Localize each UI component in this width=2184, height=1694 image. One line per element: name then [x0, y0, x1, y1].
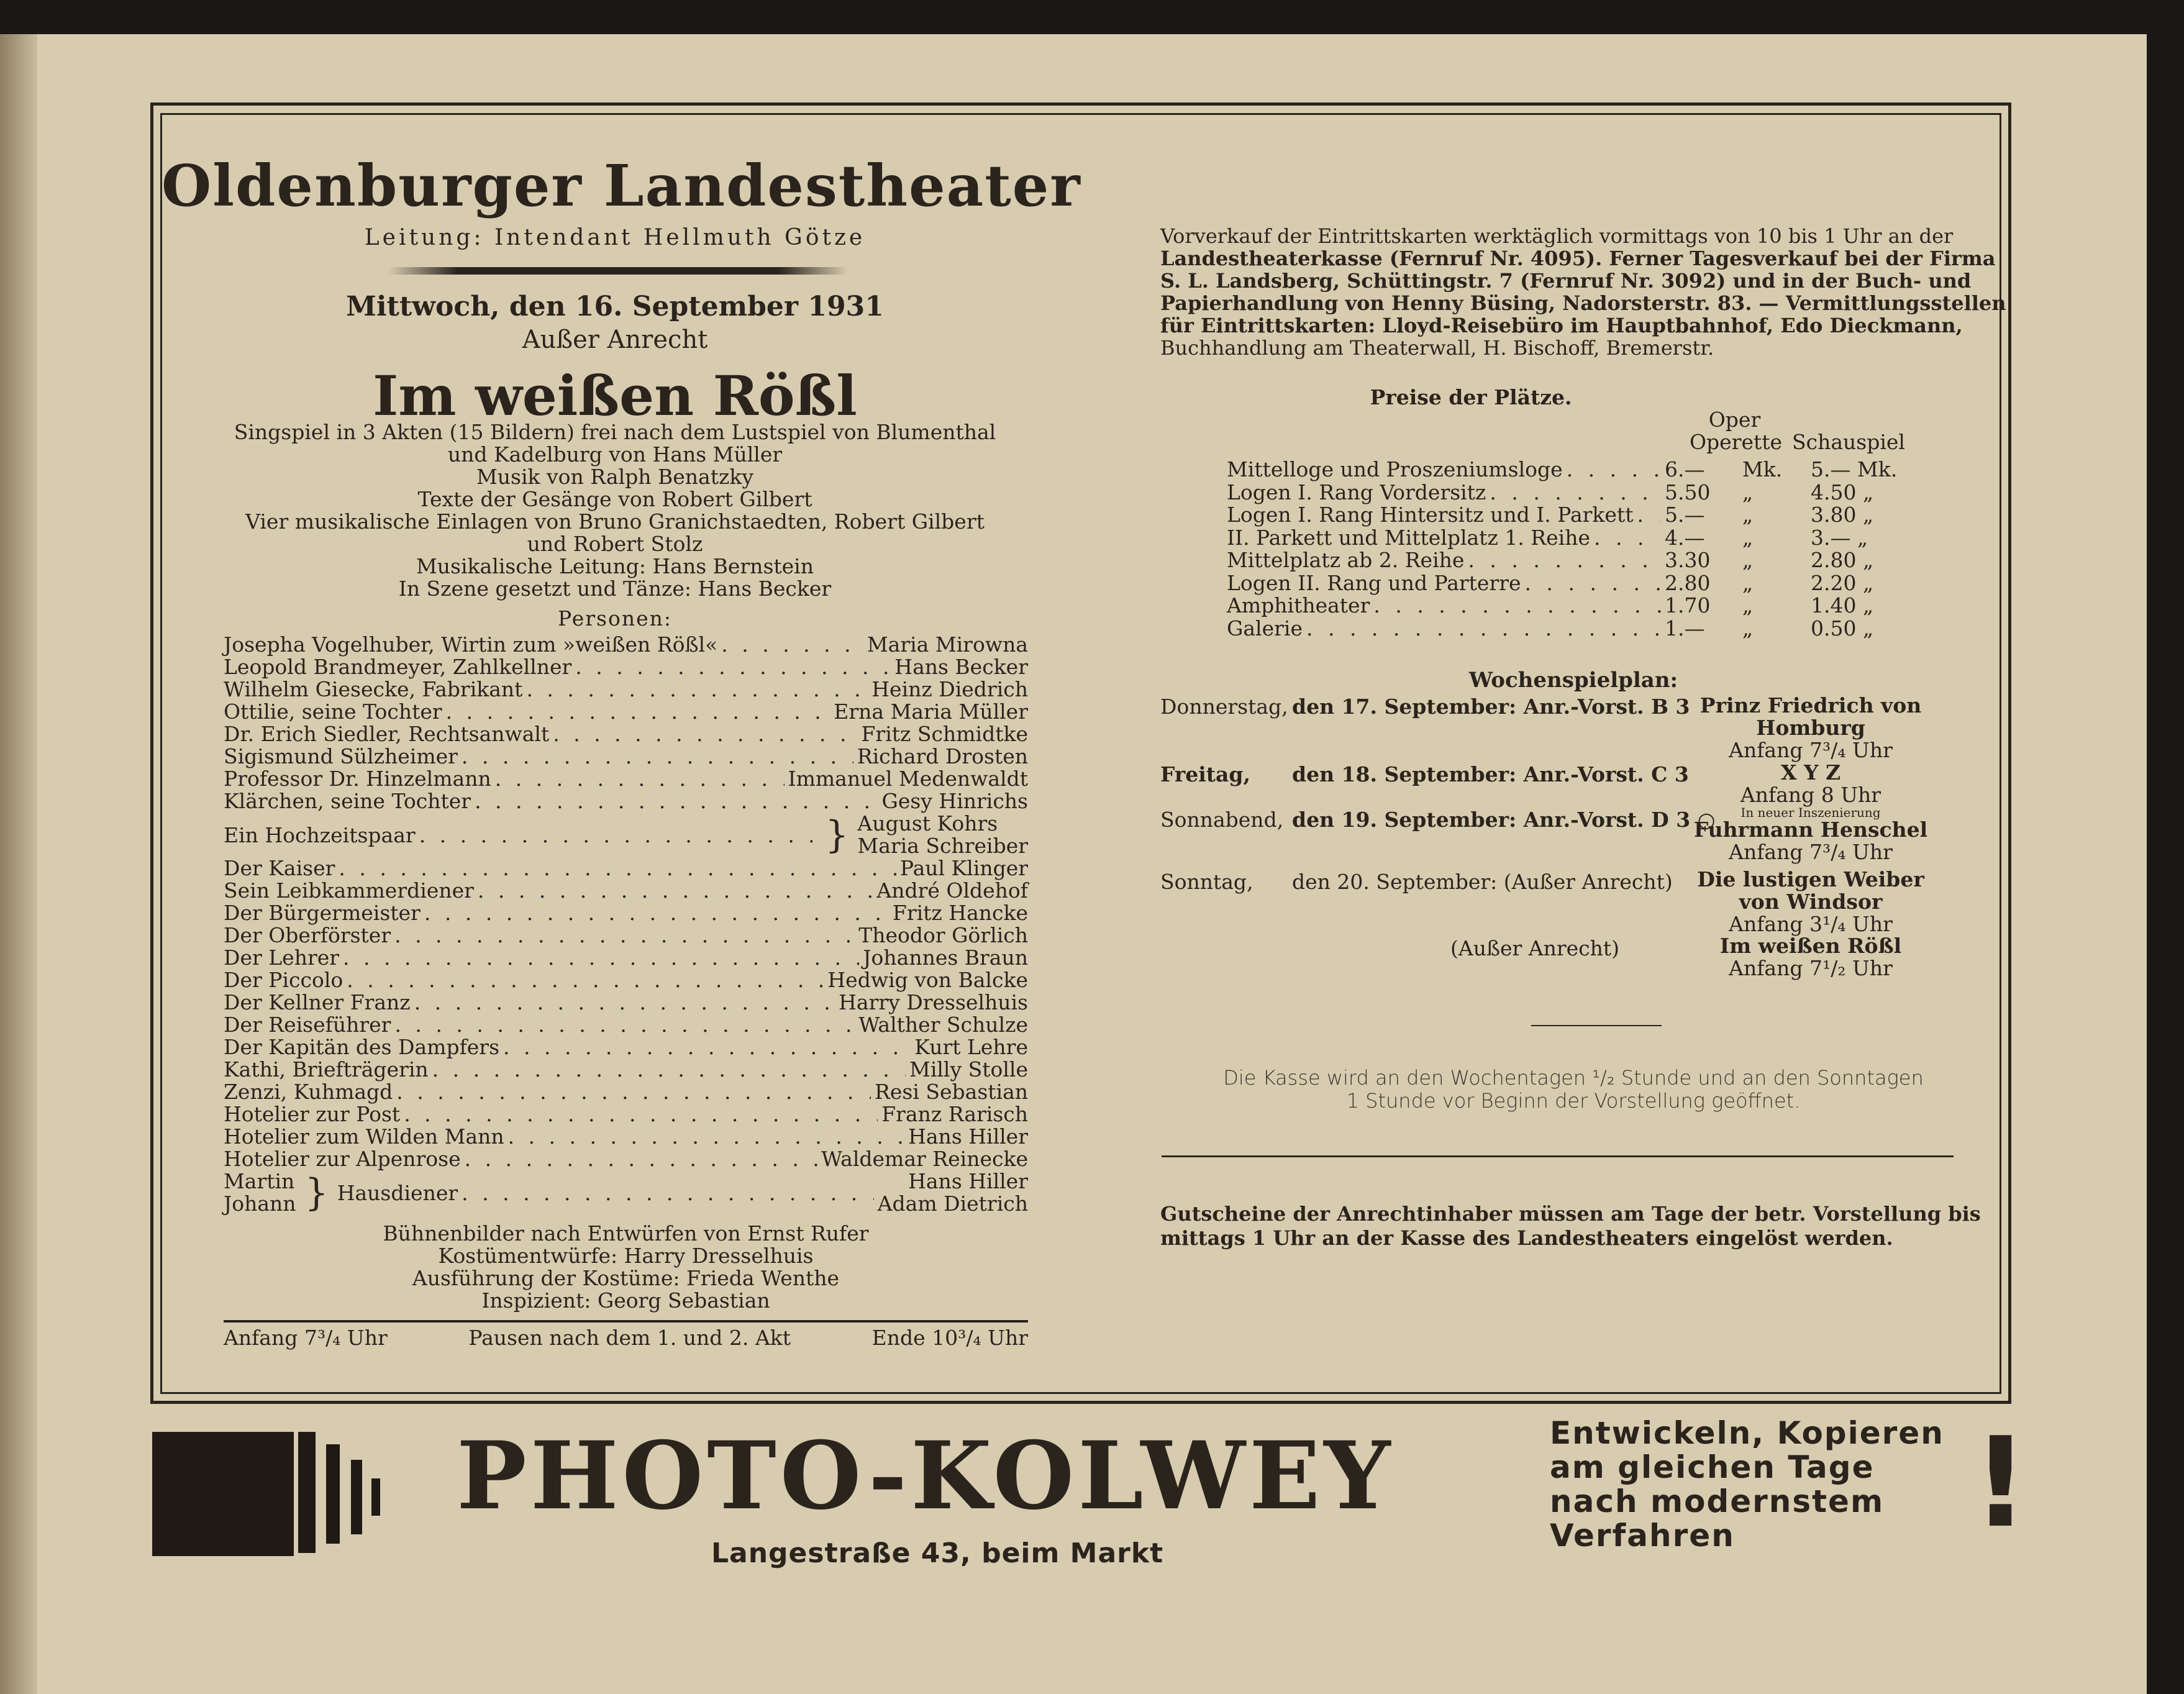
opera-price: 4.— — [1665, 525, 1705, 550]
cast-row — [224, 924, 1028, 947]
price-row — [1227, 458, 1904, 481]
cast-row — [224, 902, 1028, 924]
schedule-play — [1677, 694, 1944, 762]
cast-row — [224, 678, 1028, 701]
cast-row — [224, 1059, 1028, 1081]
staging-note: In neuer Inszenierung — [1740, 805, 1881, 820]
currency-mark: „ — [1742, 570, 1754, 595]
credit-line: Kostümentwürfe: Harry Dresselhuis — [438, 1244, 814, 1268]
cast-actor: Gesy Hinrichs — [881, 789, 1028, 813]
seat-category: Mittelloge und Proszeniumsloge — [1227, 457, 1563, 481]
schedule-date: den 18. September: Anr.-Vorst. C 3 — [1292, 762, 1689, 786]
leader-dots — [465, 1148, 817, 1170]
info-line: S. L. Landsberg, Schüttingstr. 7 (Fernruf Nr. 3092) und in der Buch- und — [1160, 269, 1972, 293]
cast-actor: Maria Mirowna — [867, 632, 1028, 657]
seat-category: Amphitheater — [1227, 593, 1370, 617]
schedule-day: Sonnabend, — [1160, 808, 1284, 832]
cast-role: Der Piccolo — [224, 968, 344, 992]
cast-row — [224, 634, 1028, 656]
voucher-notice — [1160, 1202, 1986, 1250]
cast-role: Leopold Brandmeyer, Zahlkellner — [224, 655, 572, 679]
brace-glyph: } — [825, 813, 849, 857]
schedule-play — [1677, 935, 1944, 980]
cast-actor: Waldemar Reinecke — [821, 1147, 1028, 1171]
play-time: Anfang 7³/₄ Uhr — [1729, 840, 1893, 864]
logo-bar — [351, 1460, 362, 1534]
leader-dots — [404, 1103, 878, 1126]
currency-mark: Mk. — [1742, 457, 1783, 481]
cast-role: Hotelier zur Alpenrose — [224, 1147, 461, 1171]
play-price: 3.— „ — [1811, 525, 1868, 550]
cast-role: Klärchen, seine Tochter — [224, 789, 471, 813]
slogan-line: Verfahren — [1550, 1518, 1735, 1554]
credit-line: und Robert Stolz — [527, 532, 703, 556]
schedule-date: den 17. September: Anr.-Vorst. B 3 — [1292, 694, 1690, 719]
info-line: Die Kasse wird an den Wochentagen ¹/₂ Stunde und an den Sonntagen — [1223, 1066, 1924, 1090]
leader-dots — [343, 947, 859, 969]
credit-line: Musik von Ralph Benatzky — [476, 465, 753, 489]
leader-dots — [394, 1014, 855, 1036]
cast-role: Der Kellner Franz — [224, 990, 411, 1014]
page-binding-edge — [0, 34, 37, 1694]
schedule-play — [1677, 762, 1944, 806]
opera-price: 1.— — [1665, 616, 1705, 640]
schedule-date: den 20. September: (Außer Anrecht) — [1292, 870, 1673, 894]
currency-mark: „ — [1742, 548, 1754, 572]
cast-role: Kathi, Briefträgerin — [224, 1057, 429, 1082]
seat-category: Logen II. Rang und Parterre — [1227, 570, 1521, 595]
currency-mark: „ — [1742, 503, 1754, 527]
anrecht-status: Außer Anrecht — [522, 326, 708, 354]
logo-bar — [371, 1478, 380, 1516]
slogan-line: am gleichen Tage — [1550, 1449, 1875, 1485]
leader-dots — [424, 902, 889, 924]
cast-row — [224, 656, 1028, 678]
schedule-date: (Außer Anrecht) — [1450, 936, 1620, 960]
cast-actor: Harry Dresselhuis — [839, 990, 1028, 1014]
leitung-line: Leitung: Intendant Hellmuth Götze — [364, 225, 866, 250]
play-price: 0.50 „ — [1811, 616, 1874, 640]
cast-actor: Johannes Braun — [863, 945, 1028, 970]
cast-role: Josepha Vogelhuber, Wirtin zum »weißen Rößl« — [224, 632, 718, 657]
currency-mark: „ — [1742, 616, 1754, 640]
cast-row — [224, 701, 1028, 723]
credit-line: Vier musikalische Einlagen von Bruno Granichstaedten, Robert Gilbert — [245, 509, 985, 534]
leader-dots — [553, 723, 857, 745]
cast-role: Der Kapitän des Dampfers — [224, 1035, 500, 1059]
leader-dots — [339, 857, 896, 880]
opera-price: 1.70 — [1665, 593, 1711, 617]
leader-dots — [446, 701, 830, 723]
photo-shop-name: PHOTO-KOLWEY — [457, 1421, 1395, 1531]
cast-actor: Richard Drosten — [857, 744, 1028, 768]
design-credits — [224, 1223, 1028, 1312]
cast-row — [224, 1014, 1028, 1036]
cast-role: Ottilie, seine Tochter — [224, 699, 442, 724]
cast-role: Der Lehrer — [224, 945, 340, 970]
cast-role: Der Reiseführer — [224, 1013, 391, 1037]
schedule-date: den 19. September: Anr.-Vorst. D 3 ○ — [1292, 808, 1716, 832]
currency-mark: „ — [1742, 525, 1754, 550]
leader-dots — [1637, 504, 1661, 527]
leader-dots — [462, 745, 853, 768]
price-row — [1227, 549, 1904, 572]
play-price: 3.80 „ — [1811, 503, 1874, 527]
cast-row — [224, 857, 1028, 880]
start-time: Anfang 7³/₄ Uhr — [224, 1326, 388, 1350]
credit-line: In Szene gesetzt und Tänze: Hans Becker — [398, 576, 832, 601]
play-time: Anfang 3¹/₄ Uhr — [1729, 912, 1893, 936]
info-line: Papierhandlung von Henny Büsing, Nadorsterstr. 83. — Vermittlungsstellen — [1160, 291, 2006, 315]
info-line: Buchhandlung am Theaterwall, H. Bischoff, Bremerstr. — [1160, 336, 1714, 360]
cast-row — [224, 1103, 1028, 1126]
credit-line: Bühnenbilder nach Entwürfen von Ernst Rufer — [383, 1221, 869, 1245]
info-line: für Eintrittskarten: Lloyd-Reisebüro im Hauptbahnhof, Edo Dieckmann, — [1160, 314, 1963, 337]
cast-role: Der Oberförster — [224, 923, 391, 947]
cast-role: Professor Dr. Hinzelmann — [224, 767, 491, 791]
personen-heading: Personen: — [558, 606, 672, 631]
currency-mark: „ — [1742, 593, 1754, 617]
advance-sale-info — [1160, 224, 2006, 360]
leader-dots — [478, 880, 873, 902]
credit-line: Ausführung der Kostüme: Frieda Wenthe — [412, 1266, 840, 1290]
box-office-hours — [1160, 1067, 1986, 1113]
cast-row — [224, 1081, 1028, 1103]
price-row — [1227, 594, 1904, 617]
credit-line: Singspiel in 3 Akten (15 Bildern) frei nach dem Lustspiel von Blumenthal — [234, 420, 996, 444]
price-row — [1227, 527, 1904, 550]
opera-price: 5.— — [1665, 503, 1705, 527]
cast-row — [224, 1126, 1028, 1148]
title-divider — [388, 267, 848, 275]
play-price: 2.20 „ — [1811, 570, 1874, 595]
leader-dots — [503, 1036, 911, 1059]
cast-row-hausdiener — [224, 1170, 1028, 1215]
info-line: mittags 1 Uhr an der Kasse des Landestheaters eingelöst werden. — [1160, 1226, 1893, 1250]
credit-line: Musikalische Leitung: Hans Bernstein — [416, 554, 814, 578]
play-price: 1.40 „ — [1811, 593, 1874, 617]
price-row — [1227, 481, 1904, 504]
cast-row — [224, 947, 1028, 969]
leader-dots — [419, 823, 813, 847]
leader-dots — [462, 1181, 874, 1205]
leader-dots — [1525, 572, 1661, 595]
leader-dots — [721, 634, 863, 656]
intermission-note: Pausen nach dem 1. und 2. Akt — [468, 1326, 791, 1350]
opera-price: 3.30 — [1665, 548, 1711, 572]
leader-dots — [347, 969, 824, 991]
info-line: 1 Stunde vor Beginn der Vorstellung geöffnet. — [1346, 1089, 1801, 1113]
photo-logo-bars — [298, 1432, 398, 1553]
cast-row — [224, 969, 1028, 991]
play-name: Im weißen Rößl — [1719, 934, 1902, 958]
opera-price: 6.— — [1665, 457, 1705, 481]
price-column-schauspiel: Schauspiel — [1792, 430, 1905, 454]
seat-category: II. Parkett und Mittelplatz 1. Reihe — [1227, 525, 1591, 550]
cast-role: Der Bürgermeister — [224, 901, 421, 925]
cast-role-pair — [224, 1170, 296, 1215]
credit-line: und Kadelburg von Hans Müller — [447, 442, 783, 467]
leader-dots — [394, 924, 855, 947]
leader-dots — [526, 678, 868, 701]
cast-role: Ein Hochzeitspaar — [224, 822, 416, 847]
play-title: Im weißen Rößl — [373, 363, 857, 428]
play-name: Die lustigen Weiber — [1697, 867, 1924, 891]
play-name: Homburg — [1756, 716, 1865, 740]
cast-list — [224, 634, 1028, 1215]
leader-dots — [1306, 617, 1661, 640]
cast-actor: Franz Rarisch — [881, 1102, 1028, 1126]
leader-dots — [1490, 481, 1661, 504]
slogan-line: nach modernstem — [1550, 1483, 1885, 1519]
seat-category: Galerie — [1227, 616, 1303, 640]
seat-category: Logen I. Rang Hintersitz und I. Parkett — [1227, 503, 1634, 527]
section-divider — [1162, 1155, 1954, 1157]
play-name: Prinz Friedrich von — [1699, 693, 1922, 717]
play-price: 2.80 „ — [1811, 548, 1874, 572]
play-price: 5.— Mk. — [1811, 457, 1898, 481]
cast-role: Hotelier zur Post — [224, 1102, 401, 1126]
cast-role: Johann — [224, 1191, 296, 1216]
cast-role: Sigismund Sülzheimer — [224, 744, 458, 768]
cast-actor: Walther Schulze — [858, 1013, 1028, 1037]
photo-shop-address: Langestraße 43, beim Markt — [711, 1537, 1164, 1569]
production-credits — [162, 421, 1068, 600]
play-time: Anfang 7¹/₂ Uhr — [1729, 956, 1893, 980]
price-table — [1227, 458, 1904, 640]
ad-slogan — [1550, 1416, 1944, 1553]
leader-dots — [396, 1081, 871, 1103]
leader-dots — [575, 656, 891, 678]
brace-glyph: } — [304, 1171, 329, 1214]
weekly-schedule-heading: Wochenspielplan: — [1468, 668, 1678, 693]
exclamation-mark: ! — [1972, 1411, 2029, 1555]
cast-role: Der Kaiser — [224, 856, 335, 880]
cast-row — [224, 745, 1028, 768]
cast-actor: Hans Hiller — [908, 1169, 1028, 1193]
play-name: von Windsor — [1739, 890, 1883, 914]
info-line: Gutscheine der Anrechtinhaber müssen am Tage der betr. Vorstellung bis — [1160, 1202, 1981, 1226]
cast-actor: Hans Hiller — [908, 1124, 1028, 1149]
cast-role: Wilhelm Giesecke, Fabrikant — [224, 677, 523, 701]
section-divider — [1531, 1025, 1662, 1026]
cast-actor: Hedwig von Balcke — [827, 968, 1028, 992]
cast-actor: Resi Sebastian — [875, 1080, 1028, 1104]
cast-row-hochzeitspaar — [224, 813, 1028, 857]
cast-actor: Milly Stolle — [909, 1057, 1028, 1082]
cast-actor: Kurt Lehre — [914, 1035, 1028, 1059]
cast-actor-pair — [878, 1170, 1028, 1215]
slogan-line: Entwickeln, Kopieren — [1550, 1415, 1944, 1451]
cast-actor: Fritz Schmidtke — [861, 722, 1028, 746]
logo-bar — [326, 1444, 340, 1544]
price-row — [1227, 572, 1904, 595]
play-time: Anfang 8 Uhr — [1740, 783, 1881, 807]
seat-category: Mittelplatz ab 2. Reihe — [1227, 548, 1465, 572]
cast-actor: Maria Schreiber — [857, 834, 1028, 858]
opera-price: 5.50 — [1665, 480, 1711, 504]
play-name: Fuhrmann Henschel — [1693, 817, 1928, 842]
currency-mark: „ — [1742, 480, 1754, 504]
price-row — [1227, 617, 1904, 640]
play-name: X Y Z — [1780, 760, 1841, 785]
cast-row — [224, 991, 1028, 1014]
cast-actor: Fritz Hancke — [892, 901, 1028, 925]
cast-actor: Immanuel Medenwaldt — [788, 767, 1028, 791]
cast-role: Hotelier zum Wilden Mann — [224, 1124, 504, 1149]
cast-actor: Paul Klinger — [899, 856, 1028, 880]
cast-actor: August Kohrs — [857, 811, 998, 836]
timing-footer — [224, 1326, 1028, 1350]
cast-row — [224, 768, 1028, 790]
leader-dots — [508, 1126, 905, 1148]
price-column-operette: Operette — [1690, 430, 1783, 454]
info-line: Landestheaterkasse (Fernruf Nr. 4095). Ferner Tagesverkauf bei der Firma — [1160, 247, 1996, 270]
schedule-play — [1677, 868, 1944, 936]
leader-dots — [1594, 527, 1661, 550]
cast-actor: Adam Dietrich — [877, 1191, 1028, 1216]
cast-role: Sein Leibkammerdiener — [224, 878, 474, 903]
leader-dots — [1468, 549, 1661, 572]
photo-logo-block — [152, 1432, 294, 1556]
cast-row — [224, 723, 1028, 745]
cast-role: Hausdiener — [337, 1180, 458, 1205]
prices-heading: Preise der Plätze. — [1370, 385, 1572, 409]
schedule-day: Freitag, — [1160, 762, 1250, 786]
schedule-day: Donnerstag, — [1160, 694, 1288, 719]
leader-dots — [1567, 458, 1661, 481]
performance-date: Mittwoch, den 16. September 1931 — [346, 291, 884, 322]
end-time: Ende 10³/₄ Uhr — [871, 1326, 1028, 1350]
cast-row — [224, 880, 1028, 902]
cast-actor: Hans Becker — [894, 655, 1028, 679]
seat-category: Logen I. Rang Vordersitz — [1227, 480, 1486, 504]
schedule-day: Sonntag, — [1160, 870, 1254, 894]
price-column-oper: Oper — [1708, 408, 1761, 432]
leader-dots — [414, 991, 835, 1014]
credit-line: Texte der Gesänge von Robert Gilbert — [417, 487, 812, 511]
credit-line: Inspizient: Georg Sebastian — [481, 1288, 770, 1313]
theater-title: Oldenburger Landestheater — [162, 152, 1081, 219]
cast-role: Martin — [224, 1169, 295, 1193]
leader-dots — [475, 790, 878, 813]
cast-actor-pair — [857, 813, 1028, 857]
info-line: Vorverkauf der Eintrittskarten werktäglich vormittags von 10 bis 1 Uhr an der — [1160, 224, 1954, 248]
schedule-play — [1677, 806, 1944, 863]
cast-row — [224, 1148, 1028, 1170]
opera-price: 2.80 — [1665, 570, 1711, 595]
cast-row — [224, 790, 1028, 813]
footer-rule — [224, 1320, 1028, 1323]
logo-bar — [298, 1432, 316, 1553]
leader-dots — [432, 1059, 906, 1081]
cast-role: Dr. Erich Siedler, Rechtsanwalt — [224, 722, 550, 746]
cast-actor: Heinz Diedrich — [871, 677, 1028, 701]
leader-dots — [1373, 594, 1661, 617]
cast-role: Zenzi, Kuhmagd — [224, 1080, 393, 1104]
play-time: Anfang 7³/₄ Uhr — [1729, 738, 1893, 762]
cast-actor: André Oldehof — [876, 878, 1028, 903]
cast-row — [224, 1036, 1028, 1059]
cast-actor: Erna Maria Müller — [834, 699, 1028, 724]
price-row — [1227, 504, 1904, 527]
cast-actor: Theodor Görlich — [858, 923, 1028, 947]
play-price: 4.50 „ — [1811, 480, 1874, 504]
leader-dots — [495, 768, 785, 790]
